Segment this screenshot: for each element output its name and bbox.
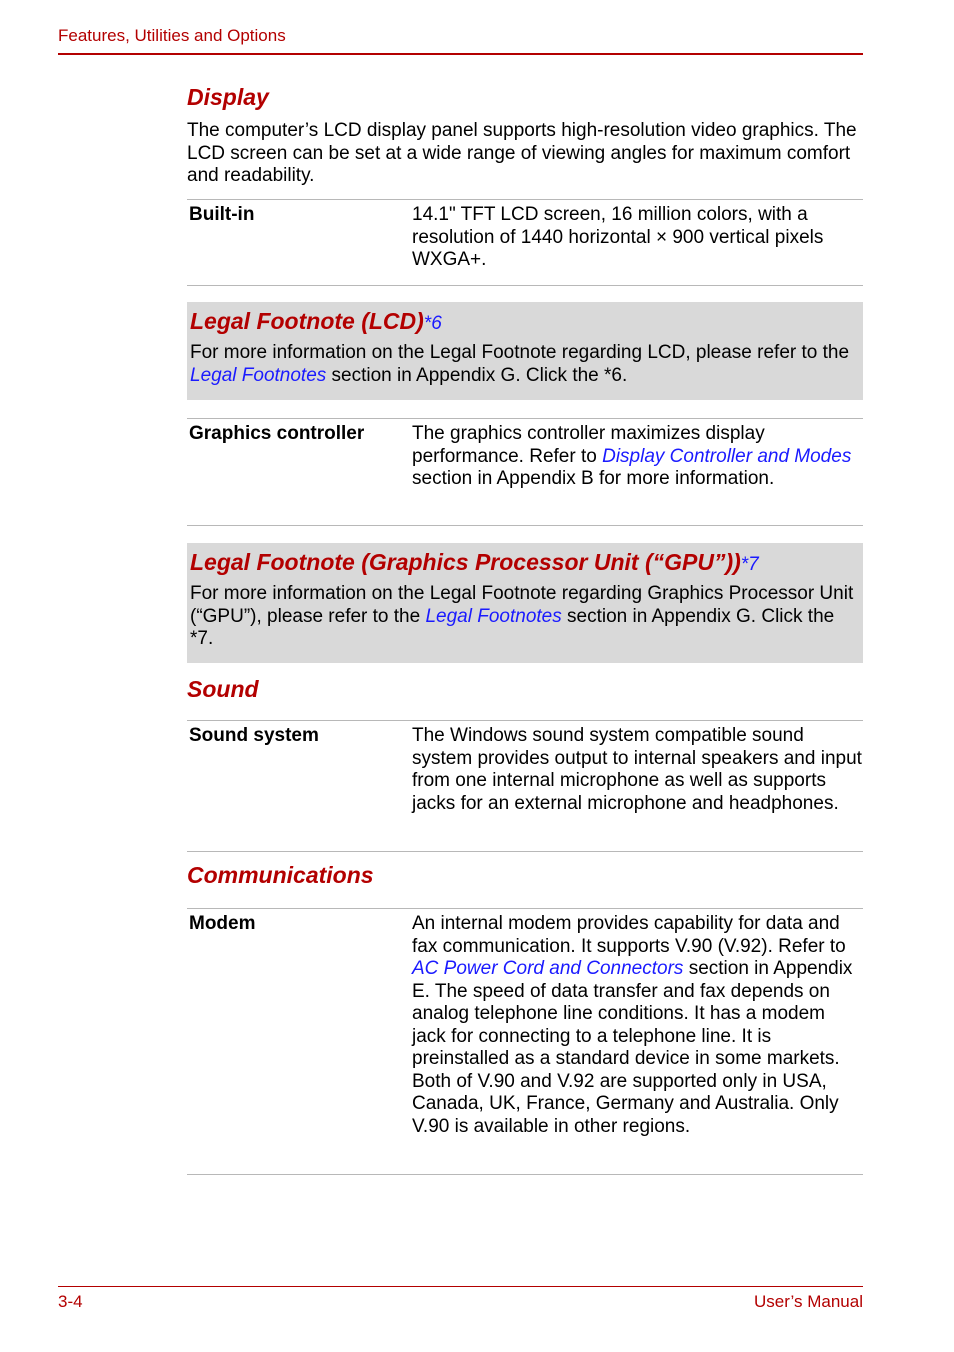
lcd-note-title-text: Legal Footnote (LCD) — [190, 308, 424, 334]
display-intro: The computer’s LCD display panel supports high-resolution video graphics. The LCD screen can be set at a wide range of viewing angles for maximum comfort and readability. — [187, 120, 857, 186]
ac-power-cord-link[interactable]: AC Power Cord and Connectors — [412, 958, 684, 979]
footer-rule — [58, 1286, 863, 1287]
lcd-legal-footnotes-link[interactable]: Legal Footnotes — [190, 364, 327, 386]
gpu-note-title-text: Legal Footnote (Graphics Processor Unit (“GPU”)) — [190, 549, 741, 575]
builtin-desc: 14.1" TFT LCD screen, 16 million colors, with a resolution of 1440 horizontal × 900 vertical pixels WXGA+. — [412, 204, 824, 270]
sound-system-row — [187, 720, 863, 852]
gpu-note-ref-link[interactable]: *7 — [740, 554, 759, 575]
manual-title: User’s Manual — [754, 1292, 863, 1311]
modem-row — [187, 908, 863, 1175]
gpu-note-text-pre: For more information on the Legal Footnote regarding Graphics Processor Unit (“GPU”), please refer to the — [190, 583, 854, 627]
graphics-label: Graphics controller — [189, 423, 365, 444]
lcd-legal-note — [187, 302, 863, 400]
sound-system-label: Sound system — [189, 725, 319, 746]
modem-desc-post: section in Appendix E. The speed of data transfer and fax depends on analog telephone line conditions. It has a modem jack for connecting to a telephone line. It is preinstalled as a standard device in some markets. Both of V.90 and V.92 are supported only in USA, Canada, UK, France, Germany and Australia. Only V.90 is available in other regions. — [412, 958, 853, 1137]
graphics-row — [187, 418, 863, 526]
builtin-row — [187, 199, 863, 286]
modem-label: Modem — [189, 913, 256, 934]
graphics-desc — [412, 423, 862, 491]
gpu-note-body — [190, 583, 860, 651]
lcd-note-text-pre: For more information on the Legal Footnote regarding LCD, please refer to the — [190, 342, 850, 363]
gpu-note-title — [190, 549, 759, 576]
gpu-legal-note — [187, 543, 863, 663]
display-heading: Display — [187, 84, 269, 110]
builtin-label: Built-in — [189, 204, 255, 225]
sound-system-desc: The Windows sound system compatible sound system provides output to internal speakers and input from one internal microphone as well as supports jacks for an external microphone and headphones. — [412, 725, 862, 814]
lcd-note-ref-link[interactable]: *6 — [423, 313, 442, 334]
modem-desc — [412, 913, 862, 1138]
graphics-desc-pre: The graphics controller maximizes display performance. Refer to — [412, 423, 765, 467]
gpu-note-text-post: section in Appendix G. Click the *7. — [190, 605, 835, 649]
lcd-note-text-post: section in Appendix G. Click the *6. — [326, 364, 628, 386]
page-number: 3-4 — [58, 1292, 83, 1311]
gpu-legal-footnotes-link[interactable]: Legal Footnotes — [425, 605, 562, 627]
lcd-note-body — [190, 342, 860, 387]
communications-heading: Communications — [187, 862, 374, 888]
display-controller-link[interactable]: Display Controller and Modes — [602, 445, 852, 467]
running-header: Features, Utilities and Options — [58, 26, 286, 45]
modem-desc-pre: An internal modem provides capability for data and fax communication. It supports V.90 (V.92). Refer to — [412, 913, 846, 957]
lcd-note-title — [190, 308, 442, 335]
sound-heading: Sound — [187, 676, 259, 702]
header-rule — [58, 53, 863, 55]
graphics-desc-post: section in Appendix B for more information. — [412, 468, 775, 489]
